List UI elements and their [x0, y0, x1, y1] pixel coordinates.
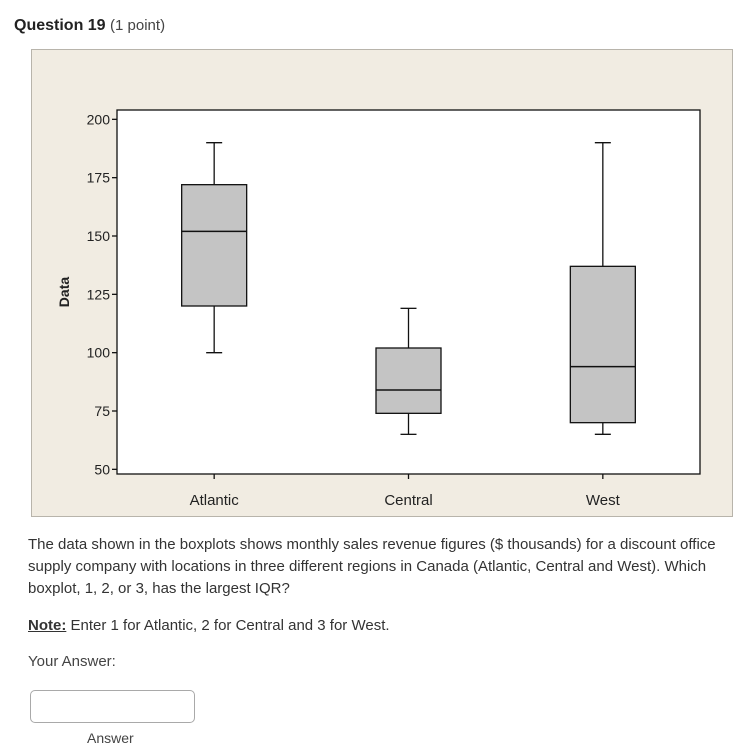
y-tick-label-125: 125: [86, 286, 110, 303]
note-text: Enter 1 for Atlantic, 2 for Central and 3 for West.: [66, 617, 390, 634]
question-points: (1 point): [110, 17, 166, 34]
answer-input[interactable]: [30, 690, 195, 723]
x-tick-label-atlantic: Atlantic: [189, 492, 239, 509]
note-label: Note:: [28, 617, 67, 634]
y-tick-label-175: 175: [86, 169, 110, 186]
boxplot-chart: [32, 50, 734, 518]
question-title: [14, 17, 165, 35]
box-atlantic: [182, 185, 247, 306]
answer-caption: Answer: [87, 730, 134, 746]
boxplot-figure: [31, 49, 733, 517]
y-tick-label-100: 100: [86, 344, 110, 361]
y-tick-label-150: 150: [86, 228, 110, 244]
x-tick-label-west: West: [585, 492, 620, 509]
x-tick-label-central: Central: [384, 492, 433, 509]
box-central: [376, 348, 441, 413]
your-answer-label: Your Answer:: [28, 653, 116, 670]
question-text: The data shown in the boxplots shows monthly sales revenue figures ($ thousands) for a discount office supply company with locations in three different regions in Canada (Atlantic, Central and West). Which boxplot, 1, 2, or 3, has the largest IQR?: [28, 536, 716, 597]
y-tick-label-75: 75: [94, 403, 110, 419]
note: [28, 617, 390, 634]
y-tick-label-200: 200: [86, 111, 110, 128]
y-tick-label-50: 50: [94, 461, 110, 478]
box-west: [570, 266, 635, 422]
question-number: Question 19: [14, 17, 106, 34]
y-axis-label: Data: [56, 276, 72, 308]
